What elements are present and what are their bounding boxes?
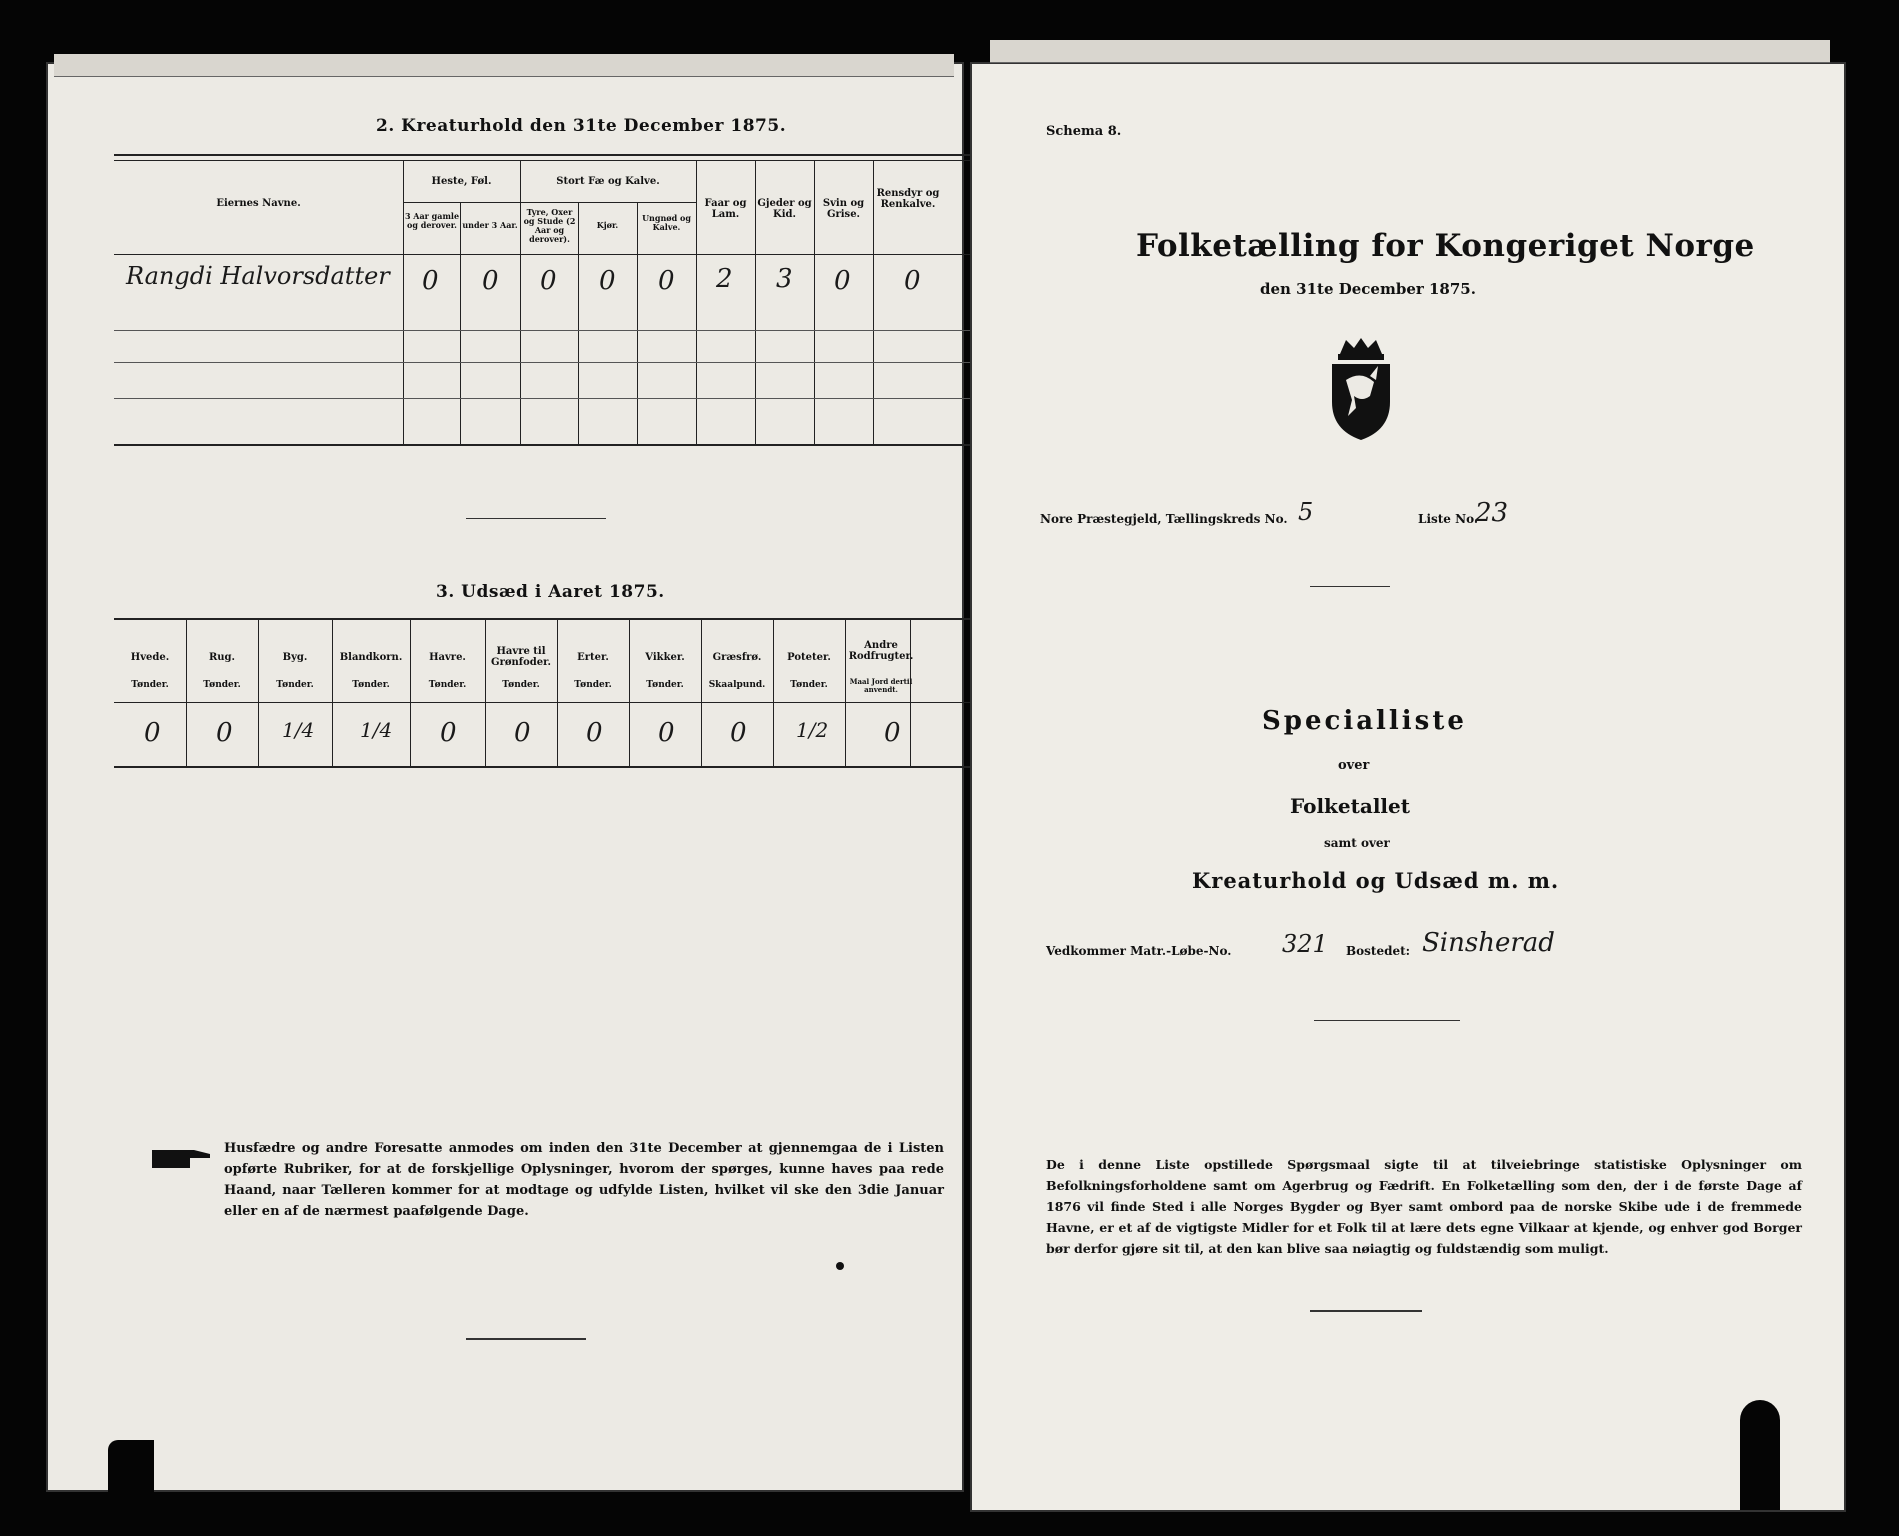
unit-label: Tønder.	[203, 680, 241, 690]
value-pigs: 0	[834, 266, 851, 296]
bosted-value: Sinsherad	[1422, 928, 1555, 958]
col-havre-gronfoder: Havre til Grønfoder.	[491, 646, 551, 668]
unit-label: Tønder.	[276, 680, 314, 690]
table-rule	[114, 702, 984, 703]
value-cattle-1: 0	[540, 266, 557, 296]
col-blandkorn: Blandkorn.	[339, 652, 403, 663]
main-title: Folketælling for Kongeriget Norge	[1136, 228, 1755, 264]
unit-label: Tønder.	[646, 680, 684, 690]
value-blandkorn: 1/4	[360, 718, 393, 742]
kreaturhold-label: Kreaturhold og Udsæd m. m.	[1192, 868, 1560, 893]
divider	[466, 1338, 586, 1340]
samt-over-label: samt over	[1324, 836, 1390, 850]
table-col-line	[186, 618, 187, 766]
unit-label: Tønder.	[574, 680, 612, 690]
value-byg: 1/4	[282, 718, 315, 742]
col-poteter: Poteter.	[787, 652, 831, 663]
divider	[466, 518, 606, 519]
table-col-line	[701, 618, 702, 766]
table-rule	[114, 160, 984, 161]
table-col-line	[460, 202, 461, 444]
value-sheep: 2	[716, 264, 733, 294]
section3-title: 3. Udsæd i Aaret 1875.	[436, 582, 665, 602]
coat-of-arms-icon	[1326, 336, 1396, 442]
ink-dot	[836, 1262, 844, 1270]
divider	[1310, 586, 1390, 587]
schema-label: Schema 8.	[1046, 124, 1122, 139]
value-hvede: 0	[144, 718, 161, 748]
footer-text: De i denne Liste opstillede Spørgsmaal sigte til at tilveiebringe statistiske Oplysninger om Befolkningsforholdene samt om Agerbrug og Fædrift. En Folketælling som den, der i de første Dage af 1876 vil finde Sted i alle Norges Bygder og Byer samt ombord paa de norske Skibe ude i de fremmede Havne, er et af de vigtigste Midler for et Folk til at lære dets egne Vilkaar at kjende, og enhver god Borger bør derfor gjøre sit til, at den kan blive saa nøiagtig og fuldstændig som muligt.	[1046, 1157, 1802, 1256]
bosted-label: Bostedet:	[1346, 944, 1411, 958]
divider	[1314, 1020, 1460, 1021]
census-date: den 31te December 1875.	[1260, 280, 1476, 298]
value-rodfrugter: 0	[884, 718, 901, 748]
value-erter: 0	[586, 718, 603, 748]
col-pigs: Svin og Grise.	[822, 198, 865, 220]
value-graesfro: 0	[730, 718, 747, 748]
owner-name: Rangdi Halvorsdatter	[126, 262, 390, 290]
col-havre: Havre.	[429, 652, 466, 663]
page-edge	[54, 54, 954, 77]
specialliste-title: Specialliste	[1262, 706, 1467, 736]
col-owner: Eiernes Navne.	[216, 198, 301, 209]
table-col-line	[578, 202, 579, 444]
clip-mark	[108, 1440, 154, 1530]
value-cattle-3: 0	[658, 266, 675, 296]
clip-mark	[1740, 1400, 1780, 1510]
col-cattle-2: Kjør.	[596, 220, 619, 230]
col-erter: Erter.	[577, 652, 609, 663]
instruction-note: Husfædre og andre Foresatte anmodes om inden den 31te December at gjennemgaa de i Listen opførte Rubriker, for at de forskjellige Oplysninger, hvorom der spørges, kunne haves paa rede Haand, naar Tælleren kommer for at modtage og udfylde Listen, hvilket vil ske den 3die Januar eller en af de nærmest paafølgende Dage.	[224, 1141, 944, 1219]
col-horses-2: under 3 Aar.	[462, 220, 518, 230]
group-cattle: Stort Fæ og Kalve.	[556, 176, 660, 187]
pointing-hand-icon	[150, 1142, 214, 1174]
value-poteter: 1/2	[796, 718, 829, 742]
col-cattle-1: Tyre, Oxer og Stude (2 Aar og derover).	[523, 207, 576, 244]
value-horses-1: 0	[422, 266, 439, 296]
kreds-number: 5	[1298, 498, 1314, 526]
table-col-line	[629, 618, 630, 766]
divider	[1310, 1310, 1422, 1312]
table-rule	[114, 254, 984, 255]
unit-label: Tønder.	[131, 680, 169, 690]
matr-number: 321	[1282, 930, 1328, 958]
unit-label: Skaalpund.	[708, 680, 766, 690]
col-hvede: Hvede.	[130, 652, 170, 663]
unit-label: Tønder.	[352, 680, 390, 690]
col-rug: Rug.	[208, 652, 236, 663]
table-col-line	[485, 618, 486, 766]
unit-label: Maal Jord dertil anvendt.	[849, 677, 913, 694]
prestegjeld-label: Nore Præstegjeld, Tællingskreds No.	[1040, 512, 1288, 526]
col-vikker: Vikker.	[645, 652, 685, 663]
table-row-rule	[114, 362, 984, 363]
col-cattle-3: Ungnød og Kalve.	[642, 213, 691, 232]
table-rule	[114, 618, 984, 620]
col-graesfro: Græsfrø.	[712, 652, 762, 663]
folketallet-label: Folketallet	[1290, 794, 1410, 818]
group-horses: Heste, Føl.	[431, 176, 492, 187]
value-havre: 0	[440, 718, 457, 748]
table-col-line	[773, 618, 774, 766]
table-col-line	[637, 202, 638, 444]
table-col-line	[557, 618, 558, 766]
table-col-line	[332, 618, 333, 766]
col-goats: Gjeder og Kid.	[757, 198, 812, 220]
over-label: over	[1338, 758, 1370, 773]
value-cattle-2: 0	[599, 266, 616, 296]
liste-label: Liste No.	[1418, 512, 1479, 526]
col-horses-1: 3 Aar gamle og derover.	[404, 211, 460, 230]
liste-number: 23	[1475, 498, 1509, 528]
left-page	[46, 62, 964, 1492]
value-reindeer: 0	[904, 266, 921, 296]
unit-label: Tønder.	[790, 680, 828, 690]
value-havre-gronfoder: 0	[514, 718, 531, 748]
section2-title: 2. Kreaturhold den 31te December 1875.	[376, 116, 787, 136]
right-page	[970, 62, 1846, 1512]
table-rule	[114, 444, 984, 446]
col-byg: Byg.	[282, 652, 308, 663]
col-reindeer: Rensdyr og Renkalve.	[876, 188, 940, 210]
value-rug: 0	[216, 718, 233, 748]
page-edge	[990, 40, 1830, 63]
col-sheep: Faar og Lam.	[704, 198, 747, 220]
unit-label: Tønder.	[502, 680, 540, 690]
matr-label: Vedkommer Matr.-Løbe-No.	[1046, 944, 1232, 958]
value-vikker: 0	[658, 718, 675, 748]
table-col-line	[258, 618, 259, 766]
value-horses-2: 0	[482, 266, 499, 296]
table-col-line	[410, 618, 411, 766]
table-row-rule	[114, 398, 984, 399]
table-row-rule	[114, 330, 984, 331]
unit-label: Tønder.	[428, 680, 467, 690]
table-rule	[114, 154, 984, 156]
value-goats: 3	[776, 264, 793, 294]
table-rule	[403, 202, 696, 203]
table-rule	[114, 766, 984, 768]
col-rodfrugter: Andre Rodfrugter.	[848, 640, 914, 662]
